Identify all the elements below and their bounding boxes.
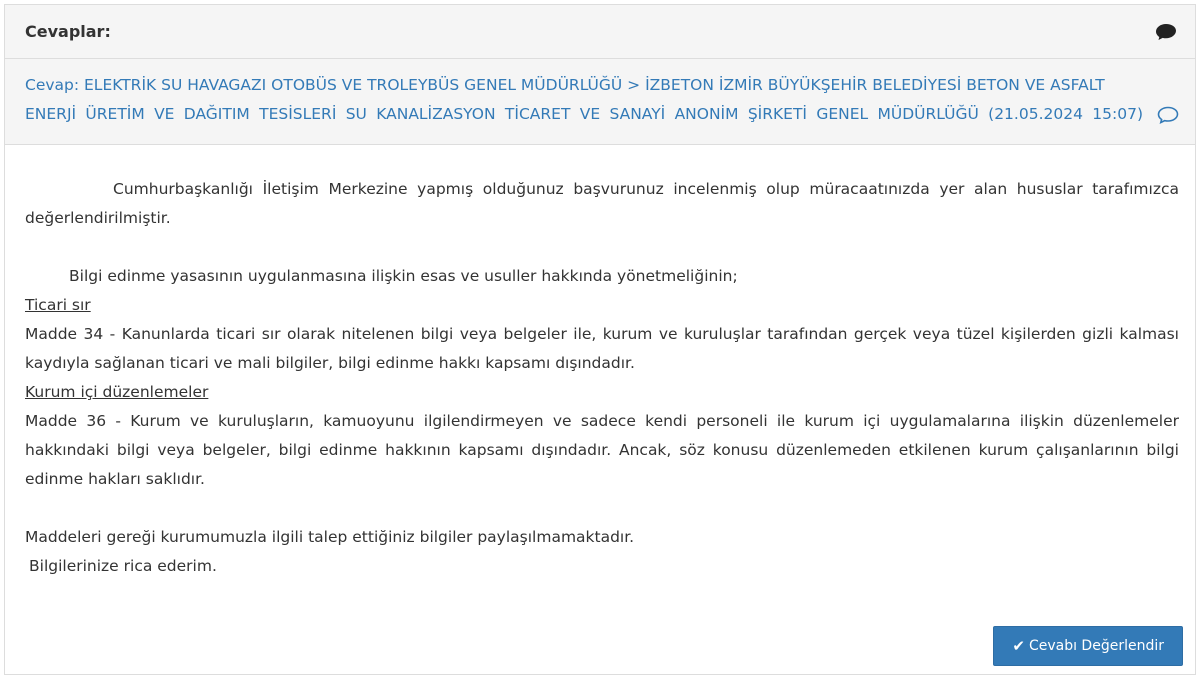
answer-header[interactable] [5, 59, 1195, 145]
answer-title-line1: Cevap: ELEKTRİK SU HAVAGAZI OTOBÜS VE TROLEYBÜS GENEL MÜDÜRLÜĞÜ > İZBETON İZMİR BÜYÜKŞEHİR BELEDİYESİ BETON VE ASFALT [25, 76, 1105, 94]
answer-title [25, 71, 1179, 129]
article-34: Madde 34 - Kanunlarda ticari sır olarak nitelenen bilgi veya belgeler ile, kurum ve kuruluşlar tarafından gerçek veya tüzel kişilerden gizli kalması kaydıyla sağlanan ticari ve mali bilgiler, bilgi edinme hakkı kapsamı dışındadır. [25, 325, 1179, 372]
article-36: Madde 36 - Kurum ve kuruluşların, kamuoyunu ilgilendirmeyen ve sadece kendi personeli ile kurum içi uygulamalarına ilişkin düzenlemeler hakkındaki bilgi veya belgeler, bilgi edinme hakkının kapsamı dışındadır. Ancak, söz konusu düzenlemeden etkilenen kurum çalışanlarının bilgi edinme hakları saklıdır. [25, 412, 1179, 488]
panel-title: Cevaplar: [25, 22, 111, 41]
answers-panel [4, 4, 1196, 675]
intro-paragraph: Cumhurbaşkanlığı İletişim Merkezine yapmış olduğunuz başvurunuz incelenmiş olup müracaatınızda yer alan hususlar tarafımızca değerlendirilmiştir. [25, 180, 1179, 227]
comment-icon [1155, 23, 1177, 41]
answer-body [5, 145, 1195, 581]
closing-line: Bilgilerinize rica ederim. [29, 557, 217, 575]
heading-trade-secret: Ticari sır [25, 296, 91, 314]
regulation-paragraph: Bilgi edinme yasasının uygulanmasına ilişkin esas ve usuller hakkında yönetmeliğinin; [69, 267, 738, 285]
speech-bubble-icon[interactable] [1157, 106, 1179, 124]
check-icon: ✔ [1012, 636, 1025, 655]
answer-title-line2: ENERJİ ÜRETİM VE DAĞITIM TESİSLERİ SU KANALİZASYON TİCARET VE SANAYİ ANONİM ŞİRKETİ GENEL MÜDÜRLÜĞÜ (21.05.2024 15:07) [25, 105, 1143, 123]
heading-internal-regulations: Kurum içi düzenlemeler [25, 383, 209, 401]
panel-heading [5, 5, 1195, 59]
conclusion-paragraph: Maddeleri gereği kurumumuzla ilgili talep ettiğiniz bilgiler paylaşılmamaktadır. [25, 528, 635, 546]
rate-answer-button[interactable] [993, 626, 1183, 666]
rate-answer-label: Cevabı Değerlendir [1028, 638, 1164, 654]
